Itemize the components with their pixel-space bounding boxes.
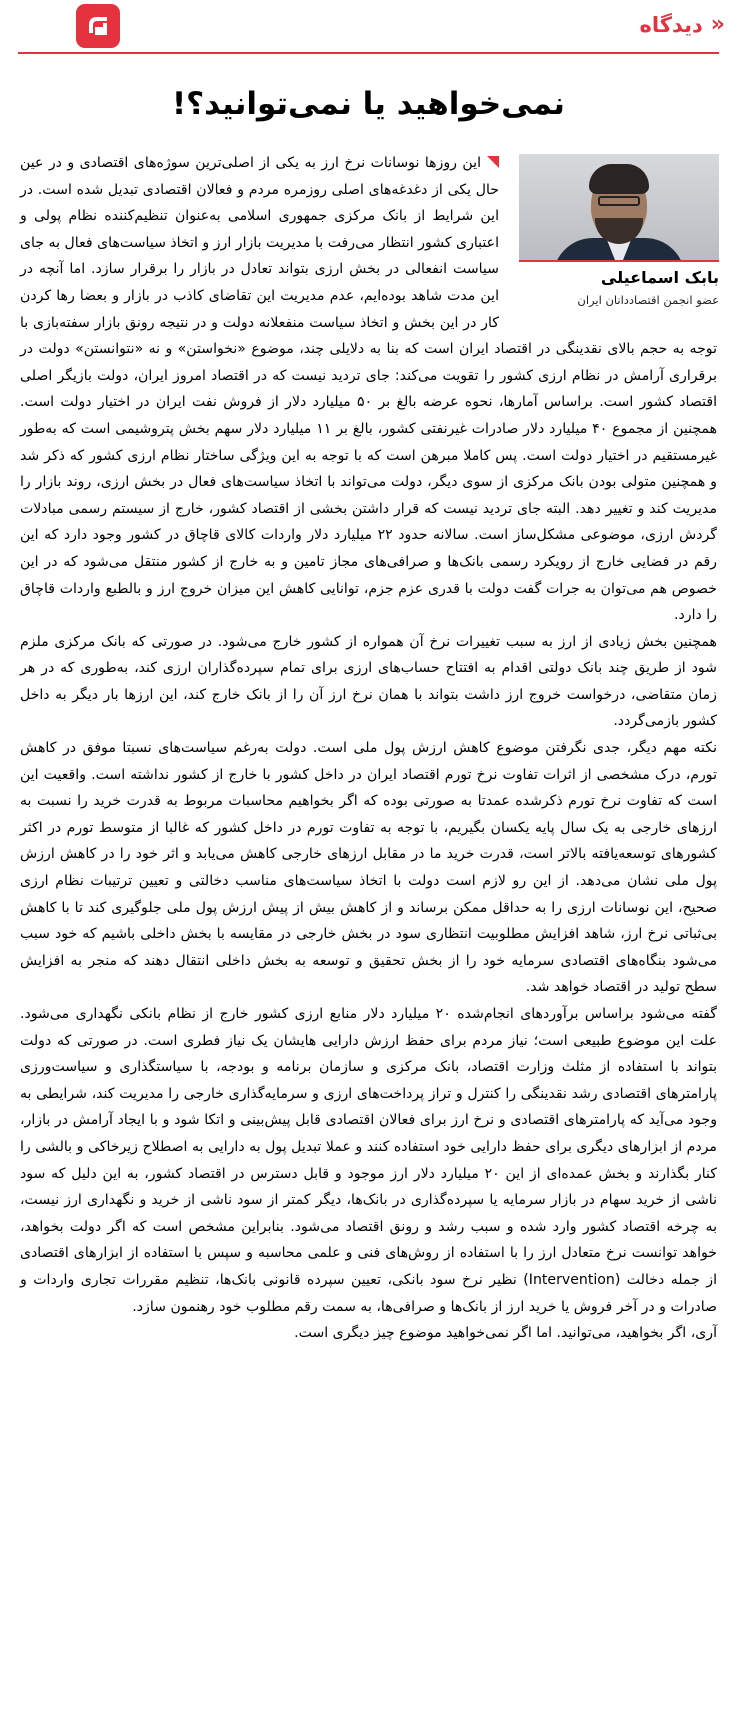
newspaper-logo-icon[interactable] bbox=[76, 4, 120, 48]
section-label: دیدگاه bbox=[639, 13, 703, 37]
author-title: عضو انجمن اقتصاددانان ایران bbox=[577, 293, 719, 307]
article-paragraph: گفته می‌شود براساس برآوردهای انجام‌شده ۲۰ میلیارد دلار منابع ارزی کشور خارج از نظام بانکی نگهداری می‌شود. علت این موضوع طبیعی است؛ نیاز مردم برای حفظ ارزش دارایی هایشان یک نیاز فطری است. در صورتی که دولت بتواند با استفاده از مثلث وزارت اقتصاد، بانک مرکزی و سازمان برنامه و بودجه، با سیاستگذاری و سیاست‌ورزی پارامترهای اقتصادی رشد نقدینگی را کنترل و تراز پرداخت‌های ارزی و سرمایه‌گذاری خارجی را مدیریت کند، شرایطی به وجود می‌آید که پارامترهای اقتصادی و نرخ ارز برای فعالان اقتصادی قابل پیش‌بینی و اتکا شود و با ایجاد آرامش در بازار، مردم از ابزارهای دیگری برای حفظ دارایی خود استفاده کنند و عملا تبدیل پول به دارایی به اصطلاح زیرخاکی و بالشی را کنار بگذارند و بخش عمده‌ای از این ۲۰ میلیارد دلار ارز موجود و قابل دسترس در اقتصاد کشور، به این دلیل که سود ناشی از خرید سهام در بازار سرمایه یا سپرده‌گذاری در بانک‌ها، دیگر کمتر از سود ناشی از خرید و نگهداری ارز نیست، به چرخه اقتصاد کشور وارد شده و سبب رشد و رونق اقتصاد می‌شود. بنابراین مشخص است که اگر دولت بخواهد، خواهد توانست نرخ متعادل ارز را با استفاده از روش‌های فنی و علمی محاسبه و سپس با استفاده از ابزارهای اقتصادی از جمله دخالت (Intervention) نظیر نرخ سود بانکی، تعیین سپرده قانونی بانک‌ها، تنظیم مقررات تجاری واردات و صادرات و در آخر فروش یا خرید ارز از بانک‌ها و صرافی‌ها، به سمت رقم مطلوب خود رهنمون سازد. bbox=[20, 1006, 717, 1315]
article-body bbox=[20, 150, 717, 1347]
section-tab[interactable] bbox=[639, 8, 719, 42]
header-divider bbox=[18, 52, 719, 54]
article-paragraph: همچنین بخش زیادی از ارز به سبب تغییرات نرخ آن همواره از کشور خارج می‌شود. در صورتی که بانک مرکزی ملزم شود از طریق چند بانک دولتی اقدام به افتتاح حساب‌های ارزی برای تمام سپرده‌گذاران ارزی کند، به‌طوری که در هر زمان متقاضی، درخواست خروج ارز داشت بتواند با همان نرخ ارز آن را از بانک خارج کند، این ارزها بار دیگر به داخل کشور بازمی‌گردد. bbox=[20, 633, 717, 730]
article-paragraph: این روزها نوسانات نرخ ارز به یکی از اصلی‌ترین سوژه‌های اقتصادی و در عین حال یکی از دغدغه‌های اصلی روزمره مردم و فعالان اقتصادی تبدیل شده است. در این شرایط از بانک مرکزی جمهوری اسلامی به‌عنوان تنظیم‌کننده نظام پولی و اعتباری کشور انتظار می‌رفت با مدیریت بازار ارز و اتخاذ سیاست‌های فعال به جای سیاست انفعالی در بخش ارزی بتواند تعادل در بازار را برقرار سازد. اما آنچه در این مدت شاهد بوده‌ایم، عدم مدیریت این تقاضای کاذب در بازار و بعضا رها کردن کار در این بخش و اتخاذ سیاست منفعلانه دولت و در نتیجه رونق بازار سفته‌بازی با توجه به حجم بالای نقدینگی در اقتصاد ایران است که بنا به دلایلی چند، موضوع «نخواستن» و نه «نتوانستن» دولت در برقراری آرامش در نظام ارزی کشور را تقویت می‌کند: جای تردید نیست که در اقتصاد امروز ایران، دولت بازیگر اصلی اقتصاد کشور است. براساس آمارها، نحوه عرضه بالغ بر ۵۰ میلیارد دلار از فروش نفت ایران در اختیار دولت است. همچنین از مجموع ۴۰ میلیارد دلار صادرات غیرنفتی کشور، بالغ بر ۱۱ میلیارد دلار سهم بخش پتروشیمی است که به‌طور غیرمستقیم در اختیار دولت است. پس کاملا مبرهن است که با توجه به این ویژگی ساختار نظام ارزی کشور که ذکر شد و همچنین متولی بودن بانک مرکزی از سوی دیگر، دولت می‌تواند با اتخاذ سیاست‌های فعال در بخش ارزی، روند بازار را مدیریت کند و تغییر دهد. البته جای تردید نیست که قرار داشتن بخشی از اقتصاد کشور، خارج از سیستم رسمی مبادلات گردش ارزی، موضوعی مشکل‌ساز است. سالانه حدود ۲۲ میلیارد دلار واردات کالای قاچاق در کشور وجود دارد که این رقم در فضایی خارج از رویکرد رسمی بانک‌ها و صرافی‌های مجاز تامین و به خارج از کشور منتقل می‌شود که در این خصوص هم می‌توان به جرات گفت دولت با قدری عزم جزم، توانایی کاهش این میزان خروج ارز و بالطبع واردات قاچاق را دارد. bbox=[20, 155, 717, 624]
logo-glyph bbox=[83, 11, 113, 41]
paragraph-marker-icon bbox=[487, 156, 499, 168]
headline: نمی‌خواهید یا نمی‌توانید؟! bbox=[172, 86, 565, 122]
author-name: بابک اسماعیلی bbox=[600, 268, 719, 287]
article-paragraph: نکته مهم دیگر، جدی نگرفتن موضوع کاهش ارزش پول ملی است. دولت به‌رغم سیاست‌های نسبتا موفق در کاهش تورم، درک مشخصی از اثرات تفاوت نرخ تورم اقتصاد ایران در داخل کشور با خارج از کشور نداشته است. واقعیت این است که تفاوت نرخ تورم ذکرشده عمدتا به صورتی بوده که اگر بخواهیم محاسبات مربوط به قدرت خرید را نسبت به ارزهای خارجی به یک سال پایه یکسان بگیریم، با توجه به تفاوت تورم در داخل کشور که غالبا از متوسط تورم در اکثر کشورهای توسعه‌یافته بالاتر است، قدرت خرید ما در مقابل ارزهای خارجی کاهش می‌یابد و اثر خود را در کاهش ارزش پول ملی نشان می‌دهد. از این رو لازم است دولت با اتخاذ سیاست‌های مناسب دخالتی و تعیین ترتیبات نظام ارزی صحیح، این نوسانات ارزی را به حداقل ممکن برساند و از کاهش بیش از پیش ارزش پول ملی جلوگیری کند تا با کاهش بی‌ثباتی نرخ ارز، شاهد افزایش مطلوبیت انتظاری سود در بخش خارجی در مقایسه با بخش داخلی باشیم که خود سبب می‌شود بنگاه‌های اقتصادی سرمایه خود را از بخش تحقیق و توسعه به بخش داخلی انتقال دهند که منجر به افزایش سطح تولید در اقتصاد خواهد شد. bbox=[20, 740, 717, 996]
article-paragraph: آری، اگر بخواهید، می‌توانید. اما اگر نمی‌خواهید موضوع چیز دیگری است. bbox=[294, 1325, 717, 1342]
chevron-icon: « bbox=[710, 12, 719, 37]
